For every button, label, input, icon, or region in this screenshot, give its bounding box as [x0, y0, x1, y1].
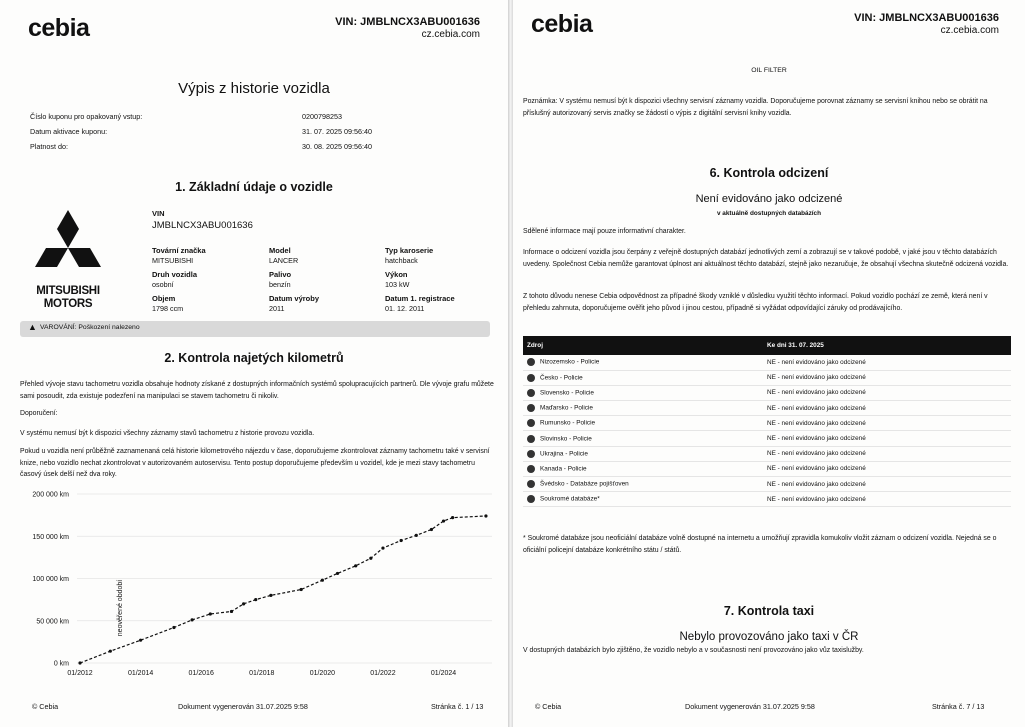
- theft-source-label: Kanada - Policie: [540, 465, 587, 473]
- oil-filter-label: OIL FILTER: [751, 67, 787, 74]
- mileage-point: [109, 650, 112, 653]
- mileage-intro: Přehled vývoje stavu tachometru vozidla obsahuje hodnoty získané z dostupných informačních systémů spolupracujících partnerů. Dle vývoje grafu můžete sami posoudit, zda existuje podezření na manipulaci se stavem tachometru či nikoliv.: [20, 381, 494, 400]
- mileage-point: [209, 612, 212, 615]
- country-flag-icon: [527, 450, 535, 458]
- mileage-point: [484, 514, 487, 517]
- theft-table-row: [523, 446, 1011, 461]
- mileage-point: [254, 598, 257, 601]
- theft-table-row: [523, 385, 1011, 400]
- theft-status-cell: NE - není evidováno jako odcizené: [763, 446, 1011, 461]
- mileage-point: [336, 572, 339, 575]
- x-tick-label: 01/2014: [127, 670, 154, 677]
- mileage-note: V systému nemusí být k dispozici všechny záznamy stavů tachometru z historie provozu vozidla.: [20, 430, 315, 437]
- theft-table-row: [523, 431, 1011, 446]
- model-label: Model: [269, 246, 291, 255]
- mileage-point: [381, 546, 384, 549]
- country-flag-icon: [527, 419, 535, 427]
- registration-value: 01. 12. 2011: [385, 304, 425, 313]
- theft-info-3: Z tohoto důvodu nenese Cebia odpovědnost za případné škody vzniklé v důsledku využití těchto informací. Pokud vozidlo pochází ze země, která není v přehledu zahrnuta, doporučujeme ověřit jeho původ i jinou cestou, případně si vyžádat odpovídající záruky od prodávajícího.: [523, 293, 988, 312]
- theft-table-row: [523, 416, 1011, 431]
- theft-source-label: Rumunsko - Policie: [540, 420, 596, 428]
- report-page-1: [0, 0, 508, 727]
- mitsubishi-diamonds-icon: [28, 210, 108, 280]
- coupon-activation-label: Datum aktivace kuponu:: [30, 127, 108, 136]
- taxi-status-title: Nebylo provozováno jako taxi v ČR: [679, 631, 859, 643]
- production-value: 2011: [269, 304, 285, 313]
- theft-status-cell: NE - není evidováno jako odcizené: [763, 461, 1011, 476]
- volume-label: Objem: [152, 294, 176, 303]
- body-label: Typ karoserie: [385, 246, 434, 255]
- mileage-point: [242, 602, 245, 605]
- coupon-validity-value: 30. 08. 2025 09:56:40: [302, 142, 372, 151]
- unverified-period-label: neověřené období: [117, 579, 124, 637]
- footer-generated: Dokument vygenerován 31.07.2025 9:58: [178, 702, 308, 711]
- theft-status-title: Není evidováno jako odcizené: [695, 193, 843, 205]
- mileage-point: [442, 519, 445, 522]
- y-tick-label: 200 000 km: [32, 491, 69, 499]
- theft-source-cell: [523, 461, 763, 476]
- country-flag-icon: [527, 404, 535, 412]
- production-label: Datum výroby: [269, 294, 320, 303]
- theft-source-label: Nizozemsko - Policie: [540, 359, 600, 367]
- section-basic-info-heading: 1. Základní údaje o vozidle: [175, 180, 333, 194]
- report-title: Výpis z historie vozidla: [178, 80, 330, 97]
- section-theft-heading: 6. Kontrola odcizení: [709, 166, 829, 180]
- mitsubishi-logo-text: MITSUBISHI MOTORS: [36, 285, 100, 310]
- coupon-number-label: Číslo kuponu pro opakovaný vstup:: [30, 112, 143, 121]
- footer-generated-right: Dokument vygenerován 31.07.2025 9:58: [685, 702, 815, 711]
- x-tick-label: 01/2012: [67, 670, 93, 677]
- theft-status-cell: NE - není evidováno jako odcizené: [763, 401, 1011, 416]
- footer-page-right: Stránka č. 7 / 13: [932, 702, 985, 711]
- theft-source-cell: [523, 477, 763, 492]
- taxi-status-text: V dostupných databázích bylo zjištěno, že vozidlo nebylo a v současnosti není provozováno jako vůz taxislužby.: [523, 647, 864, 654]
- theft-source-cell: [523, 385, 763, 400]
- private-db-footnote: * Soukromé databáze jsou neoficiální databáze volně dostupné na internetu a umožňují zpravidla komukoliv vložit záznam o odcizení vozidla. Nejedná se o oficiální policejní databáze konkrétního státu / států.: [523, 535, 997, 554]
- theft-status-cell: NE - není evidováno jako odcizené: [763, 355, 1011, 370]
- theft-status-cell: NE - není evidováno jako odcizené: [763, 431, 1011, 446]
- vin-label: VIN: [152, 209, 165, 218]
- mileage-point: [369, 557, 372, 560]
- cebia-logo: cebia: [28, 14, 90, 42]
- theft-table-header: [523, 336, 1011, 355]
- mileage-point: [300, 588, 303, 591]
- theft-source-label: Švédsko - Databáze pojišťoven: [540, 480, 629, 488]
- fuel-label: Palivo: [269, 270, 292, 279]
- y-tick-label: 100 000 km: [32, 576, 69, 583]
- y-tick-label: 50 000 km: [36, 618, 69, 626]
- theft-table-row: [523, 401, 1011, 416]
- theft-source-cell: [523, 431, 763, 446]
- country-flag-icon: [527, 389, 535, 397]
- footer-page: Stránka č. 1 / 13: [431, 702, 484, 711]
- theft-source-cell: [523, 416, 763, 431]
- report-page-7: [513, 0, 1025, 727]
- mitsubishi-logo: [28, 210, 108, 310]
- kind-value: osobní: [152, 280, 174, 289]
- warning-icon: ▲: [28, 322, 37, 332]
- fuel-value: benzín: [269, 280, 291, 289]
- power-value: 103 kW: [385, 280, 410, 289]
- country-flag-icon: [527, 435, 535, 443]
- y-tick-label: 150 000 km: [32, 533, 69, 541]
- theft-table-row: [523, 492, 1011, 507]
- site-url: cz.cebia.com: [421, 29, 480, 40]
- x-tick-label: 01/2022: [370, 670, 396, 677]
- model-value: LANCER: [269, 256, 299, 265]
- footer-copyright: © Cebia: [32, 702, 59, 711]
- vin-value: JMBLNCX3ABU001636: [152, 220, 253, 231]
- country-flag-icon: [527, 480, 535, 488]
- recommendation-heading: Doporučení:: [20, 410, 58, 417]
- make-value: MITSUBISHI: [152, 256, 194, 265]
- make-label: Tovární značka: [152, 246, 206, 255]
- power-label: Výkon: [385, 270, 408, 279]
- theft-source-label: Česko - Policie: [540, 374, 583, 382]
- theft-source-label: Maďarsko - Policie: [540, 404, 593, 412]
- theft-source-cell: [523, 355, 763, 370]
- theft-status-cell: NE - není evidováno jako odcizené: [763, 416, 1011, 431]
- coupon-validity-label: Platnost do:: [30, 142, 68, 151]
- mileage-advice: Pokud u vozidla není průběžně zaznamenaná celá historie kilometrového nájezdu v čase, doporučujeme zkontrolovat záznamy tachometru také v servisní knize, nebo vozidlo nechat zkontrolovat v autorizovaném autoservisu. Tento postup doporučujeme především u vozidel, kde je mezi stavy tachometru časový úsek delší než dva roky.: [20, 448, 490, 478]
- damage-warning-bar: [20, 321, 490, 337]
- mileage-point: [451, 516, 454, 519]
- theft-table: [523, 336, 1011, 507]
- section-taxi-heading: 7. Kontrola taxi: [723, 604, 815, 618]
- footer-copyright-right: © Cebia: [535, 702, 562, 711]
- coupon-activation-value: 31. 07. 2025 09:56:40: [302, 127, 372, 136]
- theft-table-row: [523, 370, 1011, 385]
- mileage-point: [430, 528, 433, 531]
- theft-status-cell: NE - není evidováno jako odcizené: [763, 385, 1011, 400]
- vin-header-right: VIN: JMBLNCX3ABU001636: [854, 12, 999, 24]
- service-note: Poznámka: V systému nemusí být k dispozici všechny servisní záznamy vozidla. Doporučujeme porovnat záznamy se servisní knihou nebo se obrátit na příslušný autorizovaný servis značky se žádostí o výpis z digitální servisní knihy vozidla.: [523, 98, 988, 117]
- mileage-point: [230, 610, 233, 613]
- vin-header: VIN: JMBLNCX3ABU001636: [335, 16, 480, 28]
- x-tick-label: 01/2016: [188, 670, 214, 677]
- theft-source-cell: [523, 370, 763, 385]
- theft-source-cell: [523, 492, 763, 507]
- col-date: Ke dni 31. 07. 2025: [763, 336, 1011, 355]
- mileage-point: [354, 564, 357, 567]
- x-tick-label: 01/2020: [309, 670, 336, 677]
- theft-source-label: Slovensko - Policie: [540, 389, 594, 397]
- theft-source-label: Slovinsko - Policie: [540, 435, 592, 443]
- mileage-point: [321, 579, 324, 582]
- theft-source-cell: [523, 401, 763, 416]
- site-url-right: cz.cebia.com: [940, 25, 999, 36]
- theft-source-cell: [523, 446, 763, 461]
- country-flag-icon: [527, 495, 535, 503]
- y-tick-label: 0 km: [53, 660, 69, 668]
- mileage-point: [400, 539, 403, 542]
- mileage-point: [415, 534, 418, 537]
- country-flag-icon: [527, 374, 535, 382]
- mileage-point: [172, 626, 175, 629]
- cebia-logo-right: cebia: [531, 10, 593, 38]
- mileage-point: [191, 618, 194, 621]
- body-value: hatchback: [385, 256, 418, 265]
- volume-value: 1798 ccm: [152, 304, 184, 313]
- damage-warning-text: VAROVÁNÍ: Poškození nalezeno: [40, 324, 140, 331]
- theft-table-row: [523, 461, 1011, 476]
- theft-status-cell: NE - není evidováno jako odcizené: [763, 370, 1011, 385]
- theft-table-row: [523, 355, 1011, 370]
- theft-info-1: Sdělené informace mají pouze informativní charakter.: [523, 228, 686, 235]
- theft-table-row: [523, 477, 1011, 492]
- theft-source-label: Soukromé databáze*: [540, 495, 600, 503]
- mileage-point: [269, 594, 272, 597]
- coupon-number-value: 0200798253: [302, 112, 342, 121]
- theft-status-cell: NE - není evidováno jako odcizené: [763, 492, 1011, 507]
- section-mileage-heading: 2. Kontrola najetých kilometrů: [164, 351, 344, 365]
- mileage-point: [139, 639, 142, 642]
- theft-status-cell: NE - není evidováno jako odcizené: [763, 477, 1011, 492]
- theft-info-2: Informace o odcizení vozidla jsou čerpány z veřejně dostupných databází jednotlivých zemí a zobrazují se v takové podobě, v jaké jsou v těchto databázích uvedeny. Společnost Cebia nemůže garantovat úplnost ani aktuálnost těchto databází, stejně jako nezaručuje, že obsahují všechna skutečně odcizená vozidla.: [523, 249, 1009, 268]
- country-flag-icon: [527, 465, 535, 473]
- registration-label: Datum 1. registrace: [385, 294, 455, 303]
- mileage-chart: [0, 485, 508, 685]
- mileage-point: [78, 661, 81, 664]
- kind-label: Druh vozidla: [152, 270, 198, 279]
- theft-source-label: Ukrajina - Policie: [540, 450, 588, 458]
- x-tick-label: 01/2024: [430, 670, 457, 677]
- country-flag-icon: [527, 358, 535, 366]
- theft-status-sub: v aktuálně dostupných databázích: [716, 210, 822, 217]
- col-source: Zdroj: [523, 336, 763, 355]
- x-tick-label: 01/2018: [249, 670, 275, 677]
